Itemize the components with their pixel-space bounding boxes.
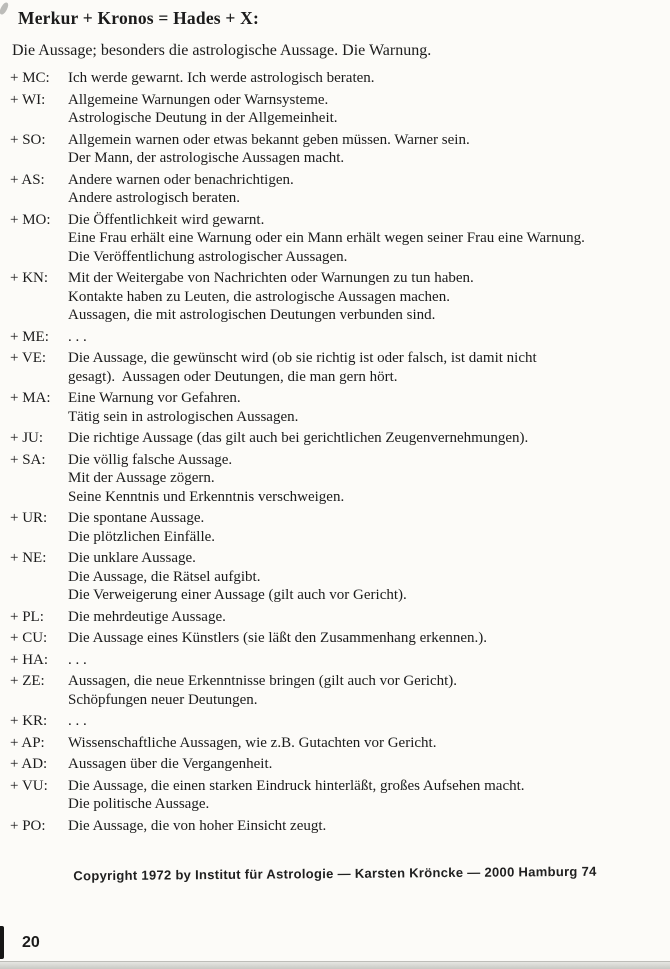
entry-row [10, 817, 664, 836]
entry-row [10, 389, 664, 426]
entry-line: Mit der Weitergabe von Nachrichten oder Warnungen zu tun haben. [68, 270, 474, 286]
entry-row [10, 91, 664, 128]
scan-artifact-left-edge [0, 926, 4, 959]
entry-line: Andere warnen oder benachrichtigen. [68, 171, 294, 188]
entry-label: + PO: [10, 817, 46, 834]
entry-line: Astrologische Deutung in der Allgemeinheit. [68, 110, 338, 126]
entry-label: + HA: [10, 651, 49, 668]
entry-line: Die Veröffentlichung astrologischer Aussagen. [68, 248, 348, 265]
entry-label: + KR: [10, 713, 48, 729]
entry-row [10, 629, 664, 648]
entry-line: Die Aussage, die von hoher Einsicht zeugt. [68, 817, 327, 834]
entry-text [68, 817, 664, 836]
entry-line: . . . [68, 328, 87, 345]
entry-text [68, 91, 664, 128]
entry-line: Aussagen, die mit astrologischen Deutungen verbunden sind. [68, 307, 436, 323]
entry-line: Mit der Aussage zögern. [68, 470, 215, 486]
entry-line: Aussagen, die neue Erkenntnisse bringen (gilt auch vor Gericht). [68, 673, 458, 689]
entry-line: Die völlig falsche Aussage. [68, 451, 233, 468]
entry-label: + MO: [10, 211, 51, 228]
entry-row [10, 451, 664, 507]
entry-line: Die Aussage eines Künstlers (sie läßt den Zusammenhang erkennen.). [68, 630, 488, 646]
entry-row [10, 171, 664, 208]
entry-text [68, 608, 664, 627]
entry-line: Tätig sein in astrologischen Aussagen. [68, 408, 299, 425]
entry-label: + SO: [10, 131, 46, 148]
entry-text [68, 171, 664, 208]
entry-line: Die mehrdeutige Aussage. [68, 608, 226, 625]
entry-row [10, 509, 664, 546]
entry-row [10, 755, 664, 774]
entry-line: . . . [68, 713, 87, 729]
entry-line: Eine Frau erhält eine Warnung oder ein Mann erhält wegen seiner Frau eine Warnung. [68, 230, 585, 246]
entry-text [68, 712, 664, 731]
entry-line: Die Öffentlichkeit wird gewarnt. [68, 211, 265, 228]
entry-label: + PL: [10, 608, 44, 625]
entry-label: + KN: [10, 270, 49, 286]
entry-line: Die unklare Aussage. [68, 550, 196, 566]
entry-line: Die Aussage, die gewünscht wird (ob sie richtig ist oder falsch, ist damit nicht [68, 350, 537, 366]
entry-line: Wissenschaftliche Aussagen, wie z.B. Gutachten vor Gericht. [68, 734, 437, 751]
entry-row [10, 328, 664, 347]
entry-text [68, 629, 664, 648]
entry-line: Die Aussage, die Rätsel aufgibt. [68, 568, 261, 585]
entry-line: Schöpfungen neuer Deutungen. [68, 691, 258, 708]
entry-line: Eine Warnung vor Gefahren. [68, 390, 241, 406]
scan-artifact-bottom-edge [0, 961, 670, 969]
entry-text [68, 509, 664, 546]
entry-row [10, 712, 664, 731]
entry-row [10, 734, 664, 753]
entry-text [68, 734, 664, 753]
entry-text [68, 672, 664, 709]
entry-label: + AS: [10, 171, 45, 188]
entry-line: Die spontane Aussage. [68, 510, 205, 526]
entry-text [68, 451, 664, 507]
page-number: 20 [22, 934, 40, 951]
entry-text [68, 777, 664, 814]
page-subtitle: Die Aussage; besonders die astrologische Aussage. Die Warnung. [12, 42, 432, 59]
entry-row [10, 429, 664, 448]
entry-text [68, 69, 664, 88]
entry-row [10, 672, 664, 709]
entry-text [68, 131, 664, 168]
entry-text [68, 389, 664, 426]
entry-label: + VU: [10, 777, 48, 794]
entry-line: Aussagen über die Vergangenheit. [68, 756, 273, 772]
copyright-line: Copyright 1972 by Institut für Astrologie — Karsten Kröncke — 2000 Hamburg 74 [73, 863, 597, 884]
entry-text [68, 349, 664, 386]
entry-label: + AD: [10, 756, 48, 772]
entry-label: + AP: [10, 734, 45, 751]
entry-label: + NE: [10, 550, 47, 566]
entry-row [10, 211, 664, 267]
entry-row [10, 608, 664, 627]
entry-line: Die plötzlichen Einfälle. [68, 528, 216, 545]
entry-line: Kontakte haben zu Leuten, die astrologische Aussagen machen. [68, 288, 450, 305]
entry-text [68, 651, 664, 670]
entry-label: + ME: [10, 328, 49, 345]
entries-list [0, 69, 670, 835]
entry-label: + VE: [10, 350, 47, 366]
entry-text [68, 755, 664, 774]
entry-label: + WI: [10, 91, 46, 108]
entry-line: Die Verweigerung einer Aussage (gilt auch vor Gericht). [68, 587, 407, 603]
entry-row [10, 549, 664, 605]
entry-label: + ZE: [10, 673, 45, 689]
entry-line: Ich werde gewarnt. Ich werde astrologisch beraten. [68, 70, 375, 86]
page-title: Merkur + Kronos = Hades + X: [18, 8, 259, 28]
scan-artifact-top-left [0, 1, 10, 15]
entry-line: Andere astrologisch beraten. [68, 190, 241, 206]
entry-text [68, 328, 664, 347]
entry-row [10, 349, 664, 386]
entry-text [68, 429, 664, 448]
entry-line: Die richtige Aussage (das gilt auch bei gerichtlichen Zeugenvernehmungen). [68, 430, 529, 446]
entry-row [10, 269, 664, 325]
entry-line: Die politische Aussage. [68, 796, 210, 812]
entry-line: Die Aussage, die einen starken Eindruck hinterläßt, großes Aufsehen macht. [68, 777, 525, 794]
entry-line: Seine Kenntnis und Erkenntnis verschweigen. [68, 488, 345, 505]
entry-text [68, 269, 664, 325]
entry-label: + MC: [10, 70, 50, 86]
entry-line: . . . [68, 651, 87, 668]
entry-row [10, 69, 664, 88]
entry-label: + UR: [10, 510, 48, 526]
entry-label: + MA: [10, 390, 51, 406]
entry-label: + JU: [10, 430, 44, 446]
entry-label: + CU: [10, 630, 48, 646]
entry-line: Der Mann, der astrologische Aussagen macht. [68, 150, 345, 166]
entry-row [10, 777, 664, 814]
entry-text [68, 211, 664, 267]
entry-line: Allgemeine Warnungen oder Warnsysteme. [68, 91, 329, 108]
entry-row [10, 651, 664, 670]
entry-text [68, 549, 664, 605]
entry-line: Allgemein warnen oder etwas bekannt geben müssen. Warner sein. [68, 131, 470, 148]
entry-line: gesagt). Aussagen oder Deutungen, die man gern hört. [68, 368, 398, 385]
entry-label: + SA: [10, 451, 46, 468]
entry-row [10, 131, 664, 168]
